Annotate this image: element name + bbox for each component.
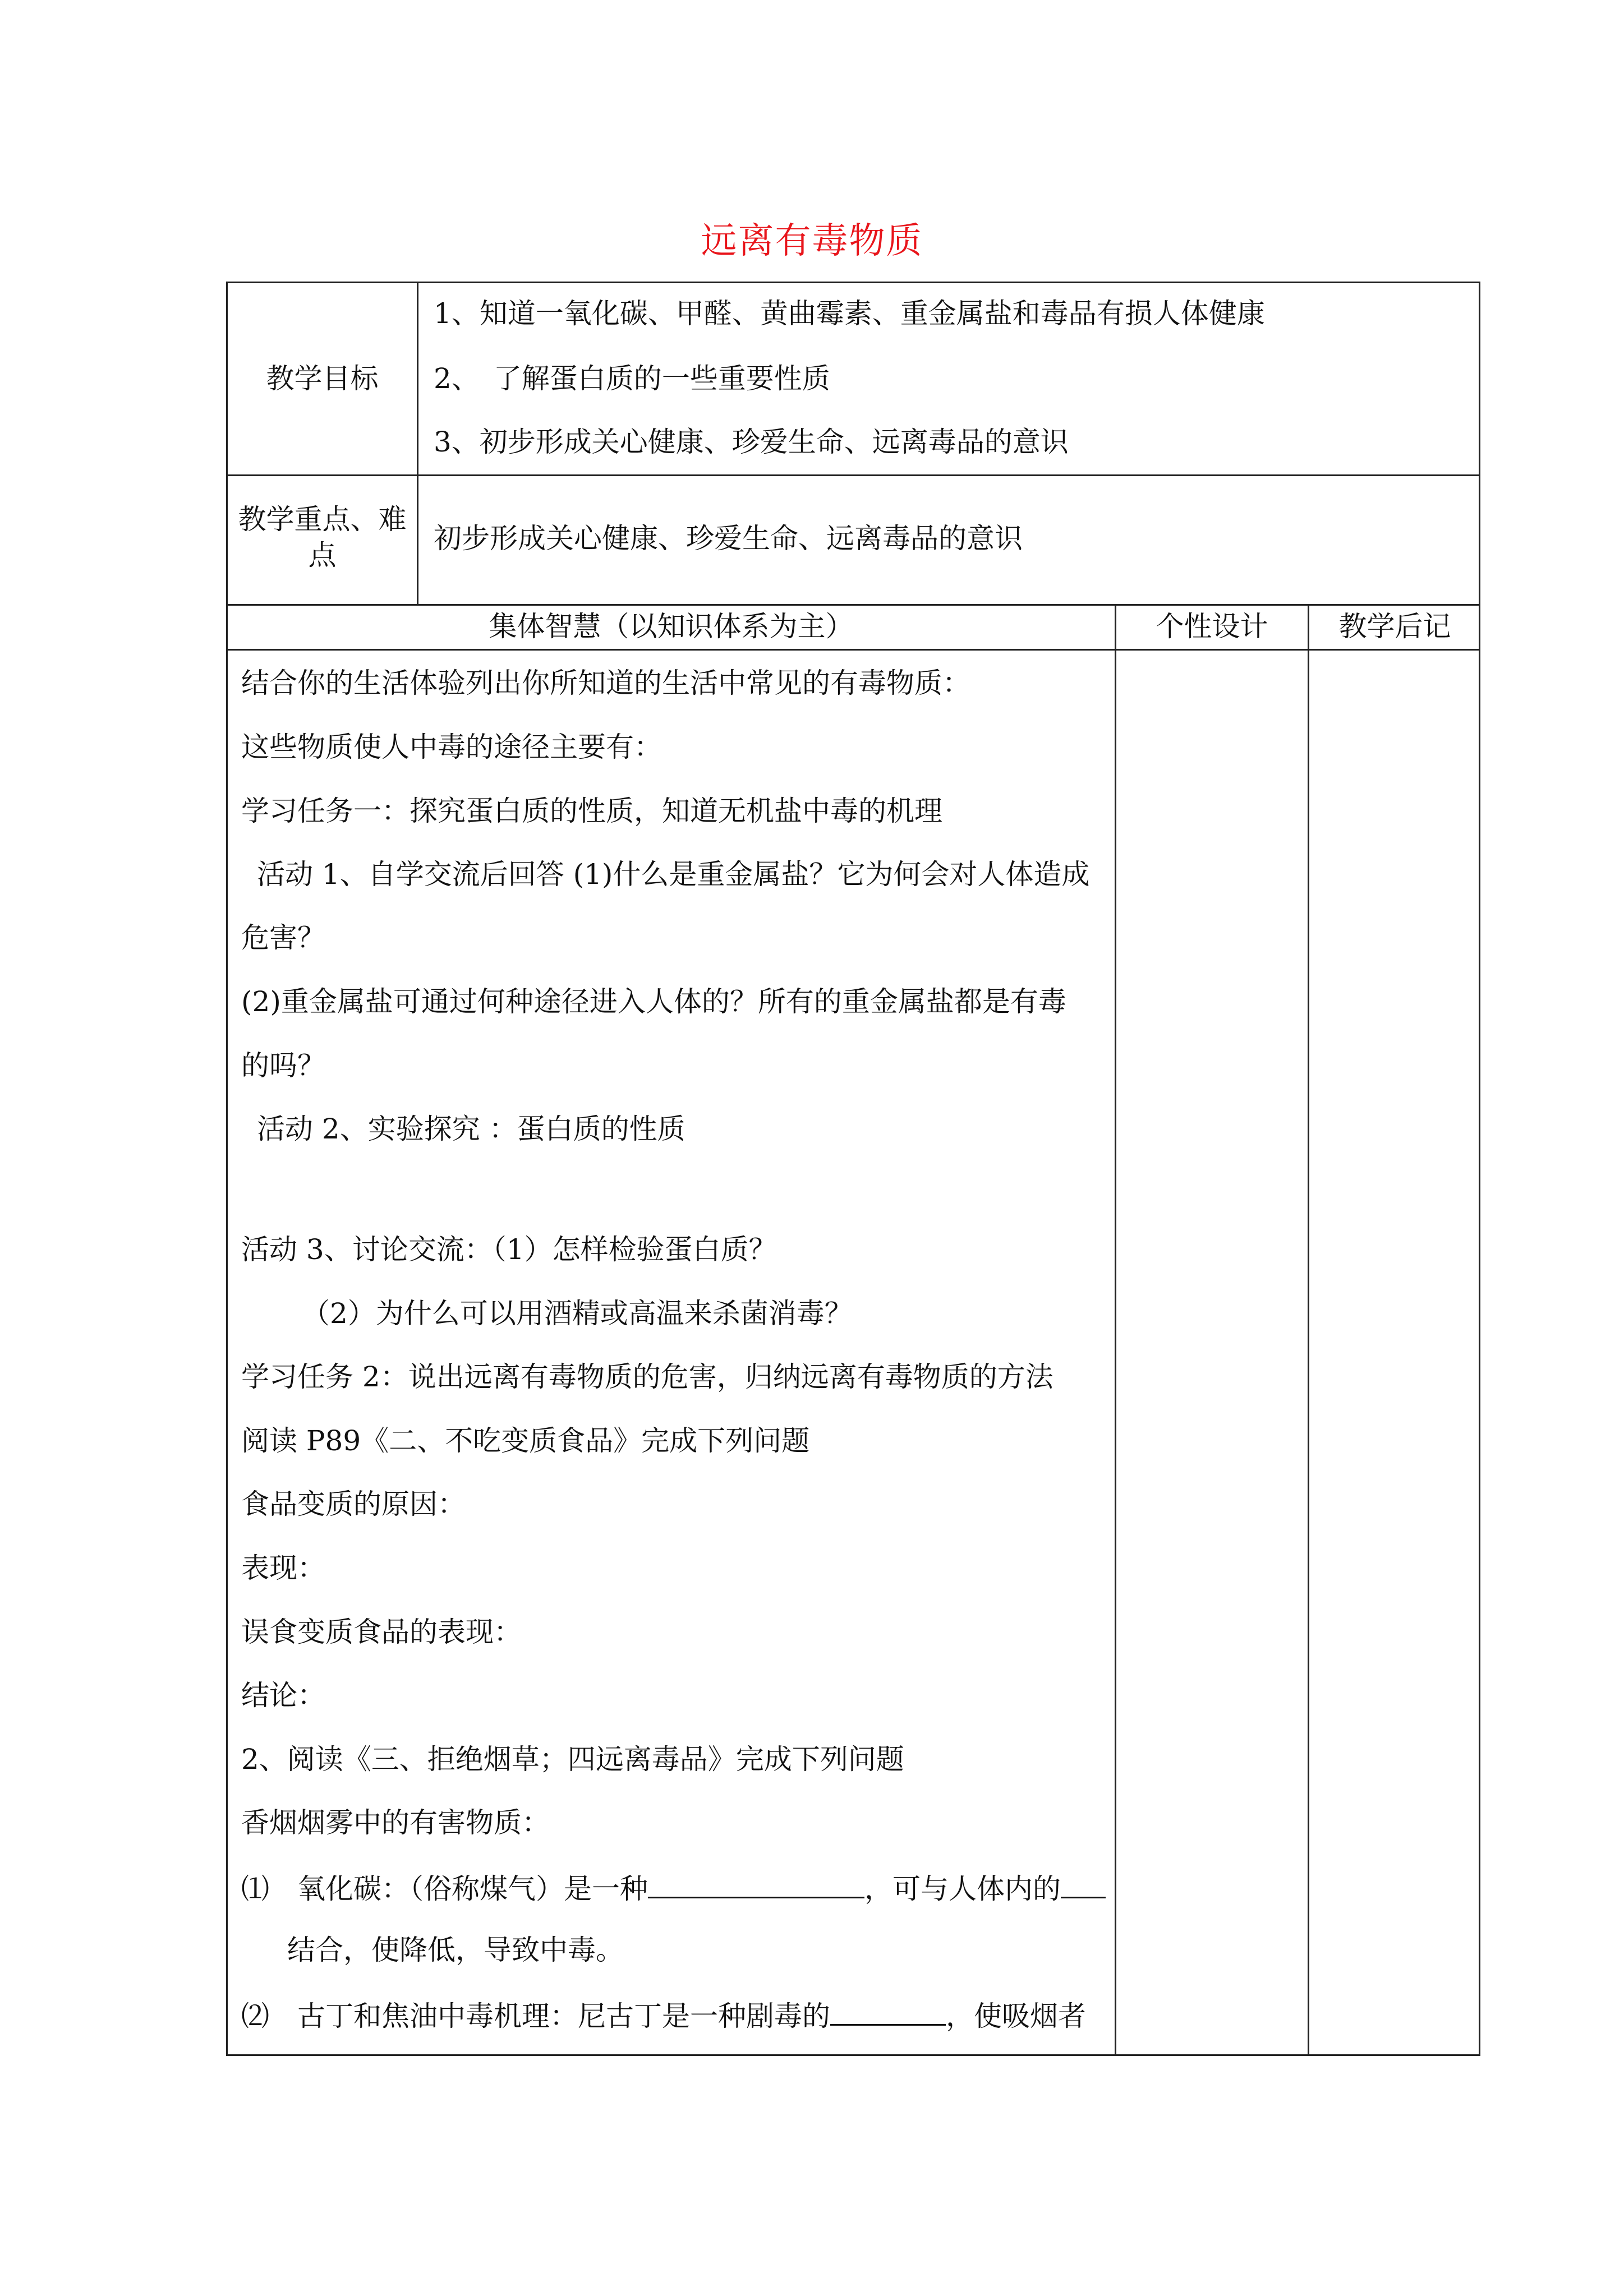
body-line: 2、阅读《三、拒绝烟草；四远离毒品》完成下列问题 (241, 1743, 904, 1776)
carbon-monoxide-text: ⑴ 氧化碳：（俗称煤气）是一种 (241, 1873, 648, 1905)
header-teaching-notes: 教学后记 (1338, 610, 1451, 643)
focus-label-line-2: 点 (308, 539, 337, 571)
body-line: 学习任务 2：说出远离有毒物质的危害，归纳远离有毒物质的方法 (241, 1361, 1053, 1393)
body-line: (2)重金属盐可通过何种途径进入人体的？所有的重金属盐都是有毒 (241, 985, 1066, 1018)
answer-blank[interactable] (830, 1996, 946, 2026)
carbon-monoxide-question (241, 1869, 1106, 1907)
body-line: （2）为什么可以用酒精或高温来杀菌消毒？ (302, 1297, 853, 1330)
focus-content: 初步形成关心健康、珍爱生命、远离毒品的意识 (434, 522, 1023, 555)
header-personal-design: 个性设计 (1156, 610, 1268, 643)
body-line: 阅读 P89《二、不吃变质食品》完成下列问题 (241, 1424, 810, 1457)
body-line: 活动 1、自学交流后回答 (1)什么是重金属盐？它为何会对人体造成 (257, 858, 1090, 891)
body-line: 学习任务一：探究蛋白质的性质，知道无机盐中毒的机理 (241, 795, 942, 827)
header-collective-wisdom: 集体智慧（以知识体系为主） (489, 610, 854, 643)
answer-blank[interactable] (648, 1869, 864, 1898)
body-line: 活动 3、讨论交流：（1）怎样检验蛋白质？ (241, 1233, 777, 1266)
focus-label (228, 501, 417, 573)
body-line: 危害？ (241, 921, 325, 954)
row-divider (226, 649, 1480, 651)
objectives-label: 教学目标 (266, 362, 379, 395)
body-line: 误食变质食品的表现： (241, 1616, 522, 1648)
body-line: 这些物质使人中毒的途径主要有： (241, 731, 662, 763)
objective-item-3: 3、初步形成关心健康、珍爱生命、远离毒品的意识 (434, 426, 1069, 458)
column-divider (1115, 604, 1116, 2056)
nicotine-text: ⑵ 古丁和焦油中毒机理：尼古丁是一种剧毒的 (241, 2000, 830, 2032)
objective-item-2: 2、 了解蛋白质的一些重要性质 (434, 362, 830, 395)
body-line: 结合你的生活体验列出你所知道的生活中常见的有毒物质： (241, 667, 970, 699)
body-line: 香烟烟雾中的有害物质： (241, 1806, 550, 1839)
nicotine-text-2: ，使吸烟者 (946, 2000, 1086, 2032)
carbon-monoxide-text-2: ，可与人体内的 (864, 1873, 1061, 1905)
nicotine-question (241, 1996, 1086, 2034)
column-divider (417, 282, 418, 605)
answer-blank[interactable] (1061, 1869, 1106, 1898)
body-line: 结论： (241, 1679, 325, 1712)
body-line: 食品变质的原因： (241, 1488, 466, 1520)
column-divider (1308, 604, 1309, 2056)
row-divider (226, 474, 1480, 476)
body-line: 表现： (241, 1552, 325, 1584)
body-line: 的吗？ (241, 1049, 325, 1082)
body-line: 结合，使降低，导致中毒。 (287, 1934, 624, 1966)
row-divider (226, 604, 1480, 606)
document-title: 远离有毒物质 (701, 220, 923, 262)
body-line: 活动 2、实验探究 ：蛋白质的性质 (257, 1113, 686, 1145)
focus-label-line-1: 教学重点、难 (238, 503, 407, 536)
objective-item-1: 1、知道一氧化碳、甲醛、黄曲霉素、重金属盐和毒品有损人体健康 (434, 297, 1265, 330)
